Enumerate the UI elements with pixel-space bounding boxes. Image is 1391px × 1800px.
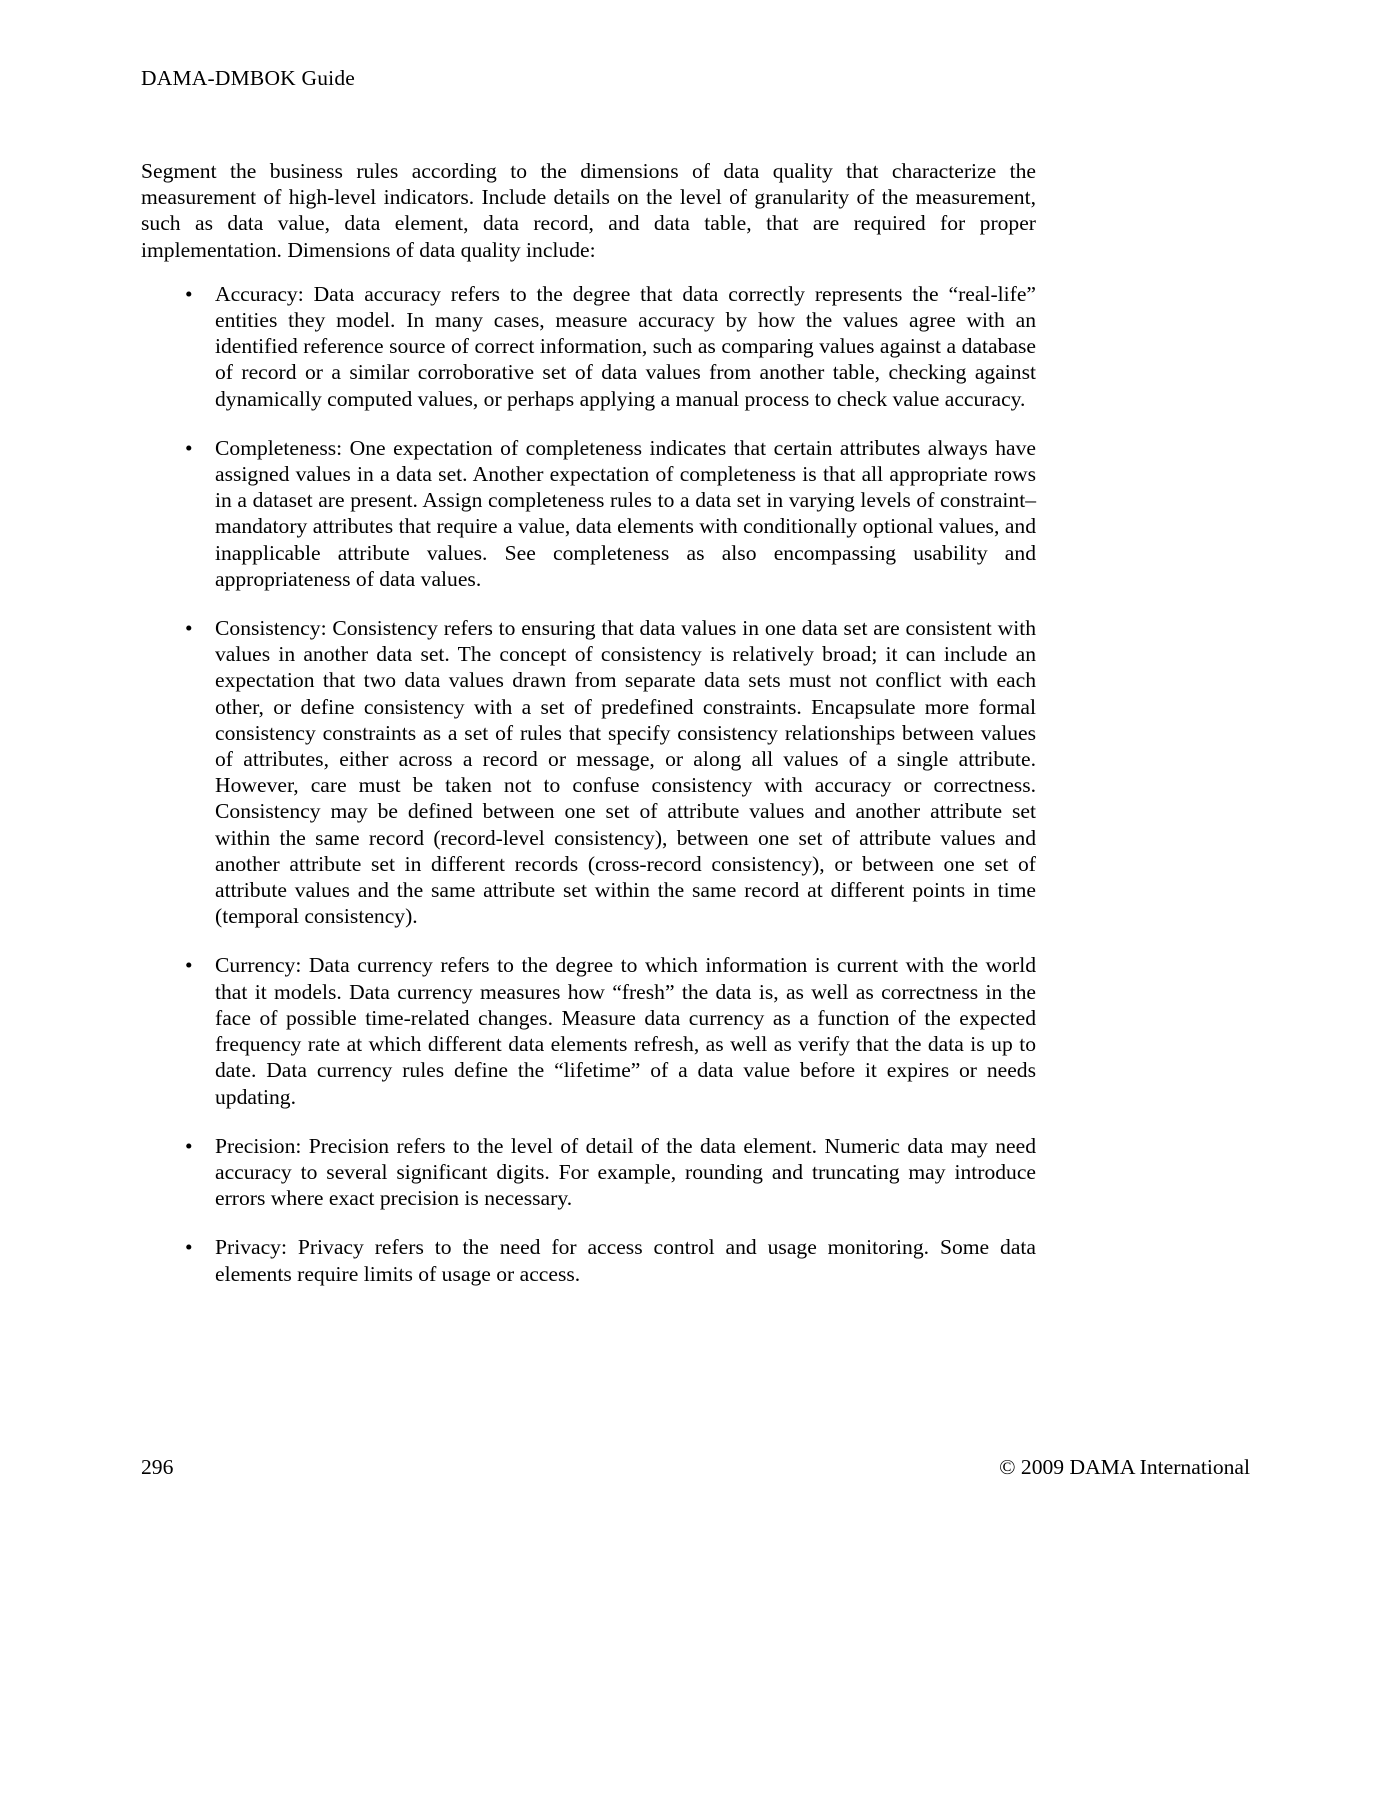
- dimension-consistency-text: Consistency: Consistency refers to ensuring that data values in one data set are consistent with values in another data set. The concept of consistency is relatively broad; it can include an expectation that two data values drawn from separate data sets must not conflict with each other, or define consistency with a set of predefined constraints. Encapsulate more formal consistency constraints as a set of rules that specify consistency relationships between values of attributes, either across a record or message, or along all values of a single attribute. However, care must be taken not to confuse consistency with accuracy or correctness. Consistency may be defined between one set of attribute values and another attribute set within the same record (record-level consistency), between one set of attribute values and another attribute set in different records (cross-record consistency), or between one set of attribute values and the same attribute set within the same record at different points in time (temporal consistency).: [215, 616, 1036, 929]
- list-item: [141, 281, 1036, 412]
- dimension-privacy-text: Privacy: Privacy refers to the need for access control and usage monitoring. Some data elements require limits of usage or access.: [215, 1235, 1036, 1286]
- dimension-precision-text: Precision: Precision refers to the level of detail of the data element. Numeric data may need accuracy to several significant digits. For example, rounding and truncating may introduce errors where exact precision is necessary.: [215, 1133, 1036, 1211]
- list-item: [141, 615, 1036, 929]
- dimension-completeness-text: Completeness: One expectation of completeness indicates that certain attributes always have assigned values in a data set. Another expectation of completeness is that all appropriate rows in a dataset are present. Assign completeness rules to a data set in varying levels of constraint–mandatory attributes that require a value, data elements with conditionally optional values, and inapplicable attribute values. See completeness as also encompassing usability and appropriateness of data values.: [215, 435, 1036, 591]
- intro-paragraph: Segment the business rules according to the dimensions of data quality that characterize the measurement of high-level indicators. Include details on the level of granularity of the measurement, such as data value, data element, data record, and data table, that are required for proper implementation. Dimensions of data quality include:: [141, 159, 1036, 262]
- dimension-accuracy-text: Accuracy: Data accuracy refers to the degree that data correctly represents the “real-life” entities they model. In many cases, measure accuracy by how the values agree with an identified reference source of correct information, such as comparing values against a database of record or a similar corroborative set of data values from another table, checking against dynamically computed values, or perhaps applying a manual process to check value accuracy.: [215, 281, 1036, 411]
- bullet-icon: •: [185, 435, 193, 460]
- bullet-icon: •: [185, 953, 193, 978]
- page-footer: [141, 1455, 1250, 1480]
- bullet-icon: •: [185, 616, 193, 641]
- dimension-currency-text: Currency: Data currency refers to the degree to which information is current with the world that it models. Data currency measures how “fresh” the data is, as well as correctness in the face of possible time-related changes. Measure data currency as a function of the expected frequency rate at which different data elements refresh, as well as verify that the data is up to date. Data currency rules define the “lifetime” of a data value before it expires or needs updating.: [215, 953, 1036, 1109]
- list-item: [141, 952, 1036, 1109]
- data-quality-dimensions-list: [141, 281, 1036, 1287]
- list-item: [141, 1133, 1036, 1212]
- bullet-icon: •: [185, 281, 193, 306]
- copyright-notice: © 2009 DAMA International: [999, 1455, 1250, 1479]
- page-content: [141, 158, 1036, 1287]
- page-number: 296: [141, 1455, 174, 1479]
- bullet-icon: •: [185, 1133, 193, 1158]
- bullet-icon: •: [185, 1235, 193, 1260]
- list-item: [141, 1234, 1036, 1286]
- running-header-title: DAMA-DMBOK Guide: [141, 66, 356, 90]
- list-item: [141, 435, 1036, 592]
